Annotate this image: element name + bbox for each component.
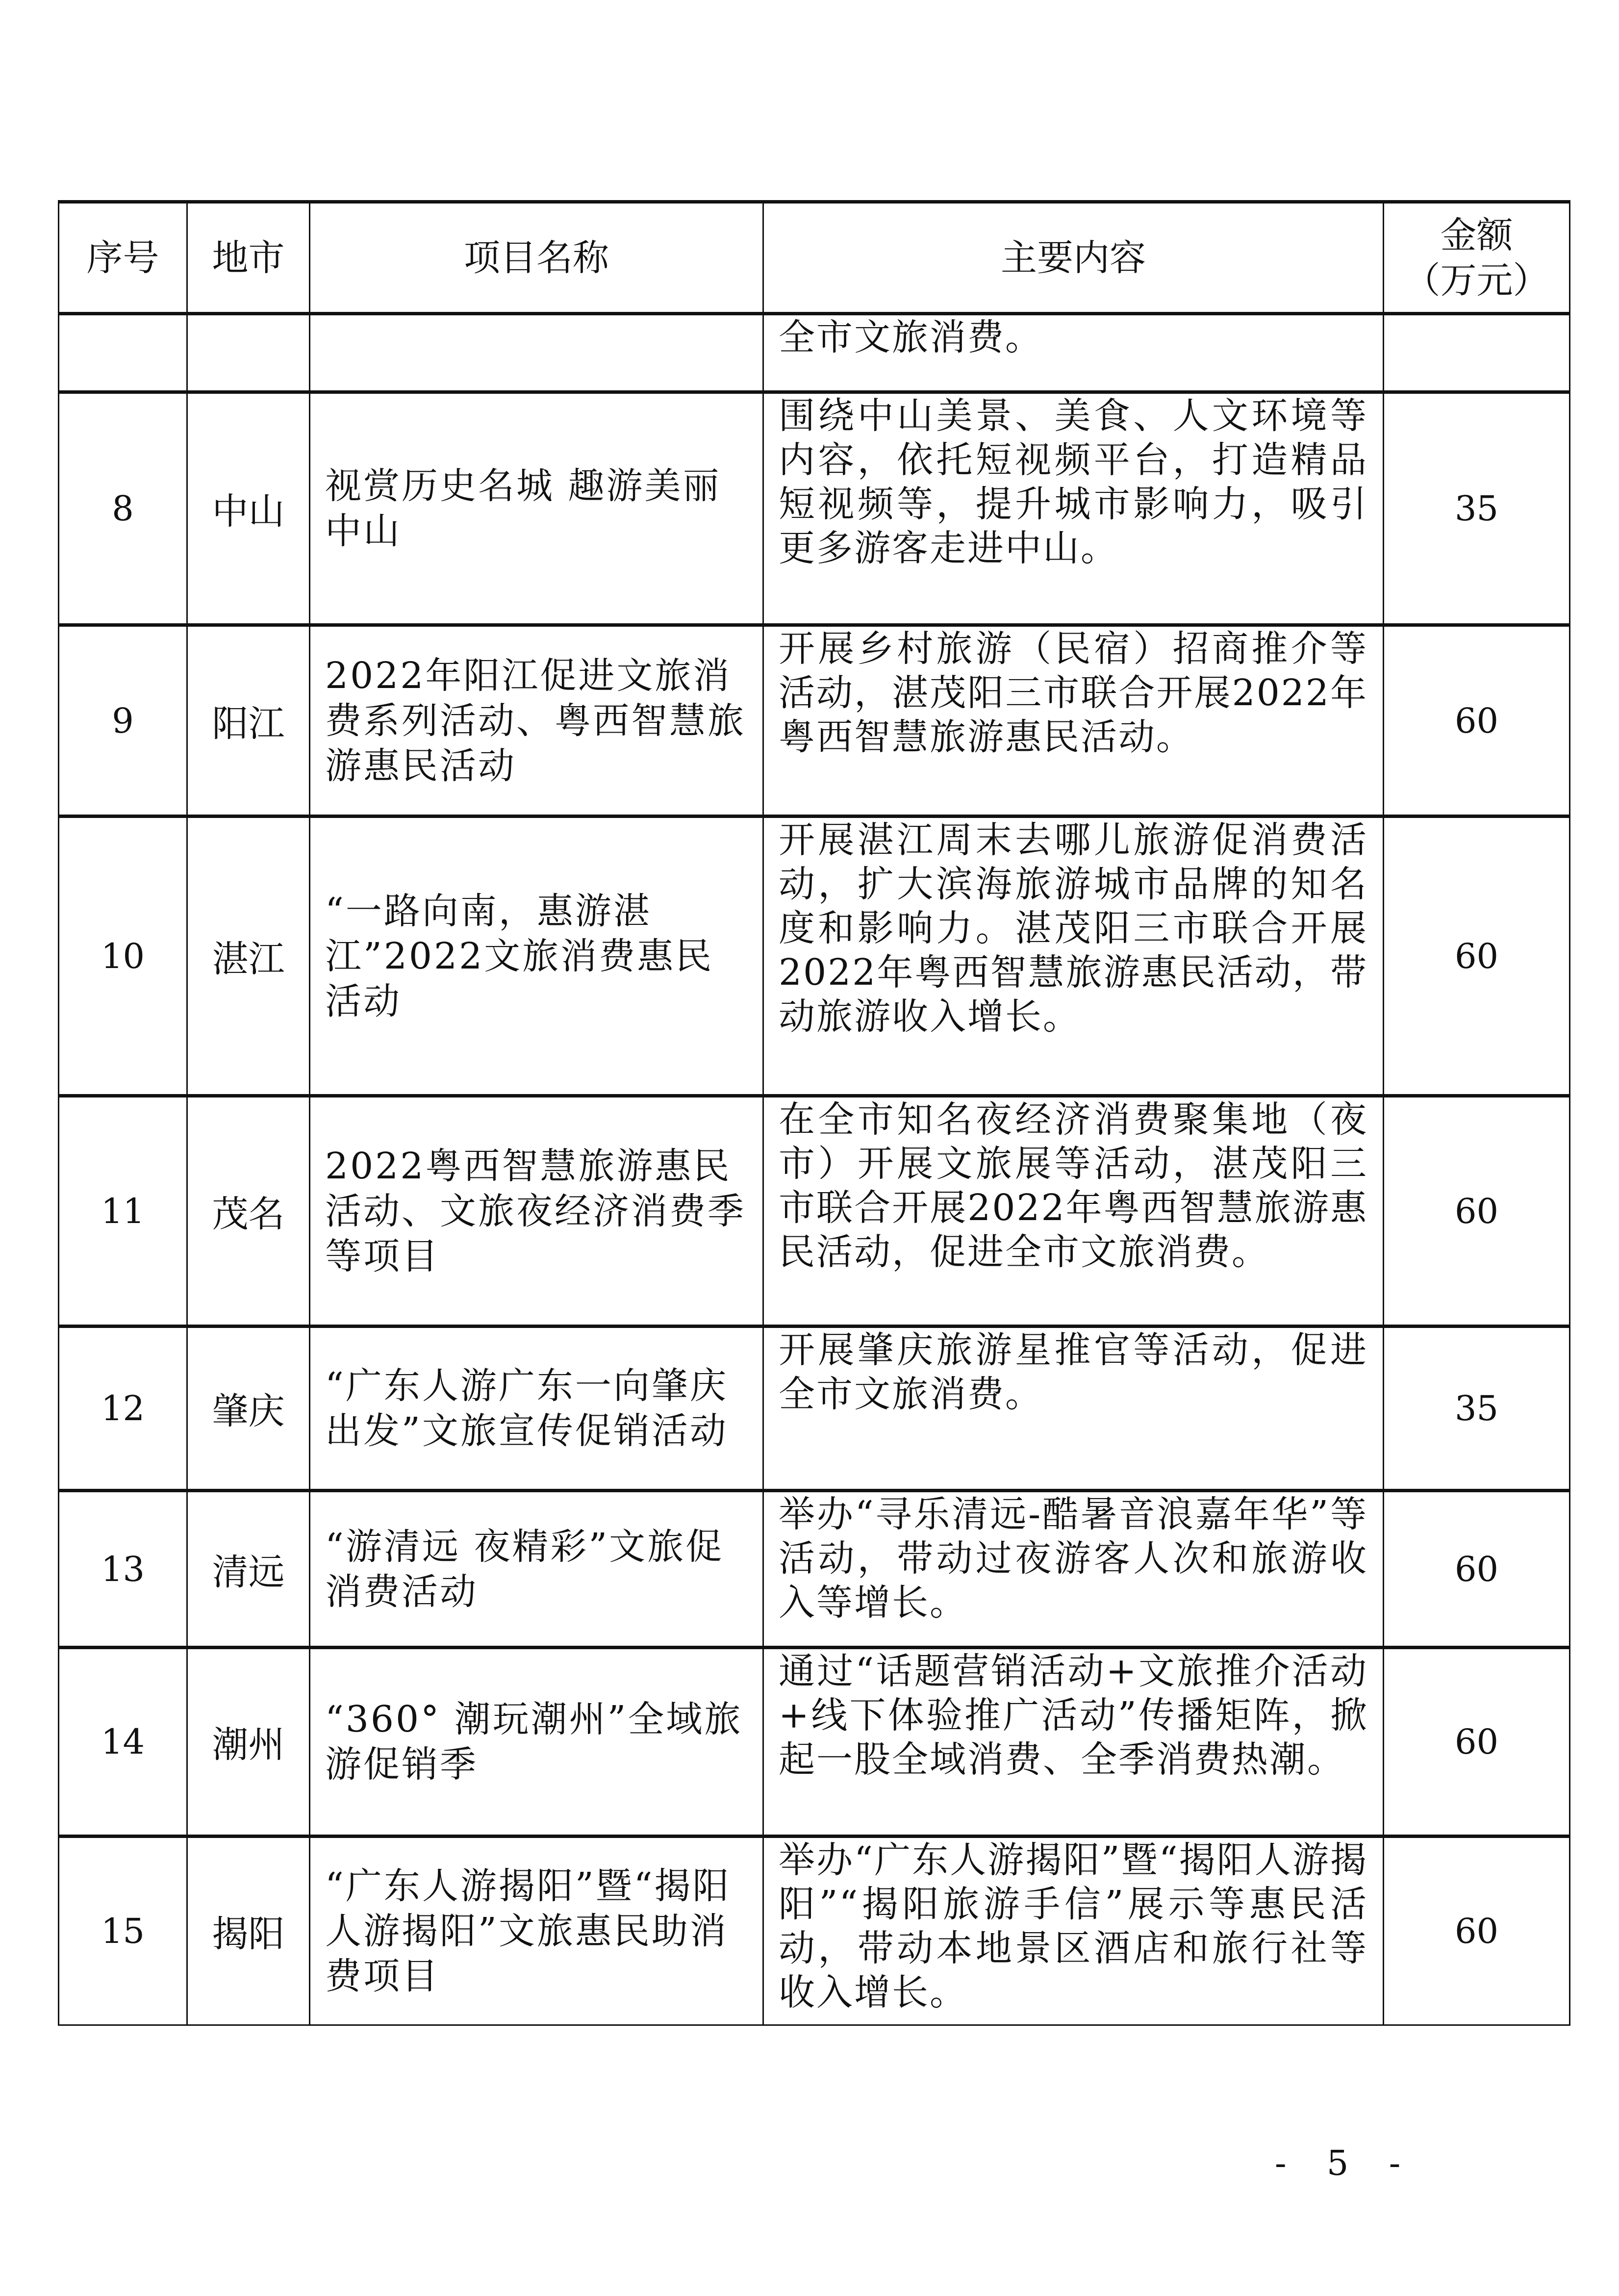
header-amount-line1: 金额 [1440,214,1513,256]
cell-no [59,314,187,392]
cell-amount: 60 [1384,1837,1570,2025]
cell-city: 茂名 [187,1096,310,1327]
cell-name [310,314,763,392]
cell-city [187,314,310,392]
cell-city: 揭阳 [187,1837,310,2025]
header-no: 序号 [59,202,187,314]
table-row [59,816,1570,1096]
table-row [59,1096,1570,1327]
page-number: - 5 - [1275,2143,1416,2183]
cell-city: 阳江 [187,625,310,816]
table-row [59,392,1570,625]
cell-no: 9 [59,625,187,816]
cell-amount: 35 [1384,1327,1570,1491]
cell-amount: 35 [1384,392,1570,625]
cell-amount [1384,314,1570,392]
header-city: 地市 [187,202,310,314]
cell-amount: 60 [1384,1648,1570,1837]
cell-amount: 60 [1384,1491,1570,1648]
header-amount-line2: （万元） [1404,259,1549,302]
cell-name: 2022年阳江促进文旅消费系列活动、粤西智慧旅游惠民活动 [310,625,763,816]
cell-content: 举办“广东人游揭阳”暨“揭阳人游揭阳”“揭阳旅游手信”展示等惠民活动，带动本地景区酒店和旅行社等收入增长。 [763,1837,1384,2025]
cell-no: 13 [59,1491,187,1648]
continuation-row [59,314,1570,392]
cell-no: 12 [59,1327,187,1491]
table-row [59,1327,1570,1491]
cell-content: 开展湛江周末去哪儿旅游促消费活动，扩大滨海旅游城市品牌的知名度和影响力。湛茂阳三市联合开展2022年粤西智慧旅游惠民活动，带动旅游收入增长。 [763,816,1384,1096]
cell-no: 15 [59,1837,187,2025]
cell-content: 全市文旅消费。 [763,314,1384,392]
cell-content: 举办“寻乐清远-酷暑音浪嘉年华”等活动，带动过夜游客人次和旅游收入等增长。 [763,1491,1384,1648]
cell-amount: 60 [1384,625,1570,816]
table-row [59,1491,1570,1648]
cell-content: 开展乡村旅游（民宿）招商推介等活动，湛茂阳三市联合开展2022年粤西智慧旅游惠民活动。 [763,625,1384,816]
cell-city: 清远 [187,1491,310,1648]
table-row [59,1837,1570,2025]
header-row [59,202,1570,314]
cell-city: 潮州 [187,1648,310,1837]
cell-no: 10 [59,816,187,1096]
cell-no: 8 [59,392,187,625]
header-name: 项目名称 [310,202,763,314]
cell-name: “360° 潮玩潮州”全域旅游促销季 [310,1648,763,1837]
cell-name: “一路向南，惠游湛江”2022文旅消费惠民活动 [310,816,763,1096]
cell-city: 中山 [187,392,310,625]
cell-name: 2022粤西智慧旅游惠民活动、文旅夜经济消费季等项目 [310,1096,763,1327]
table-row [59,1648,1570,1837]
cell-name: “广东人游揭阳”暨“揭阳人游揭阳”文旅惠民助消费项目 [310,1837,763,2025]
cell-no: 11 [59,1096,187,1327]
cell-amount: 60 [1384,816,1570,1096]
cell-name: “游清远 夜精彩”文旅促消费活动 [310,1491,763,1648]
cell-city: 肇庆 [187,1327,310,1491]
cell-no: 14 [59,1648,187,1837]
cell-content: 通过“话题营销活动+文旅推介活动+线下体验推广活动”传播矩阵，掀起一股全域消费、全季消费热潮。 [763,1648,1384,1837]
cell-name: “广东人游广东一向肇庆出发”文旅宣传促销活动 [310,1327,763,1491]
cell-content: 开展肇庆旅游星推官等活动，促进全市文旅消费。 [763,1327,1384,1491]
funding-table [58,200,1570,2026]
cell-amount: 60 [1384,1096,1570,1327]
table-row [59,625,1570,816]
cell-name: 视赏历史名城 趣游美丽中山 [310,392,763,625]
header-amount [1384,202,1570,314]
cell-content: 在全市知名夜经济消费聚集地（夜市）开展文旅展等活动，湛茂阳三市联合开展2022年粤西智慧旅游惠民活动，促进全市文旅消费。 [763,1096,1384,1327]
cell-city: 湛江 [187,816,310,1096]
header-content: 主要内容 [763,202,1384,314]
cell-content: 围绕中山美景、美食、人文环境等内容，依托短视频平台，打造精品短视频等，提升城市影响力，吸引更多游客走进中山。 [763,392,1384,625]
